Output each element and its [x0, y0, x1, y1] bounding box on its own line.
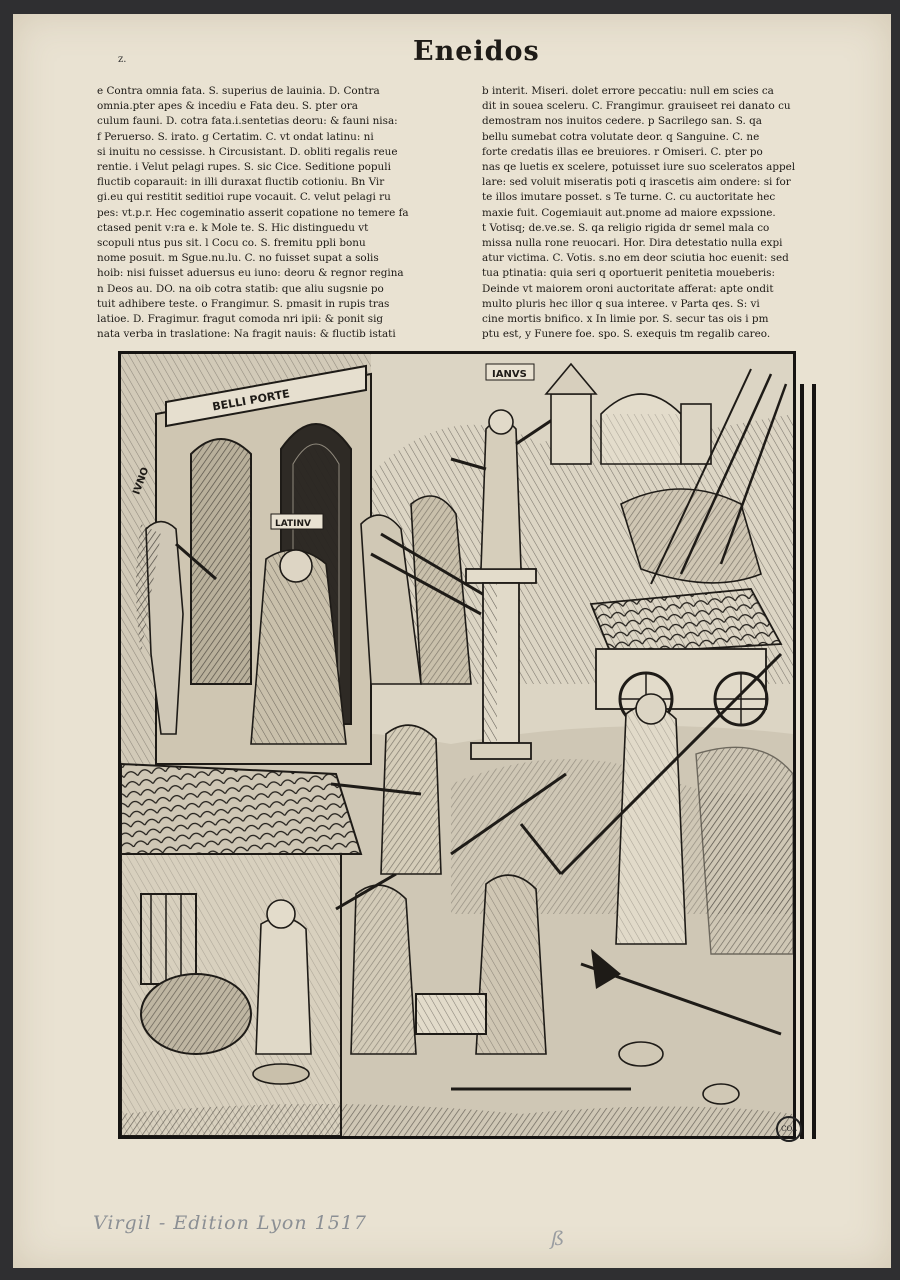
- label-belli-porte: BELLI PORTE: [211, 387, 291, 414]
- collection-stamp: COL: [776, 1116, 802, 1142]
- commentary-left-column: [97, 84, 467, 342]
- commentary-line: tua ptinatia: quia seri q oportuerit penitetia moueberis:: [482, 267, 776, 280]
- label-latinus: LATINV: [275, 519, 311, 529]
- commentary-line: n Deos au. DO. na oib cotra statib: que aliu sugsnie po: [97, 282, 384, 295]
- commentary-line: lare: sed voluit miseratis poti q irascetis aim ondere: si for: [482, 176, 791, 189]
- commentary-line: ctased penit v:ra e. k Mole te. S. Hic distinguedu vt: [97, 221, 369, 234]
- commentary-line: demostram nos inuitos cedere. p Sacrilego san. S. qa: [482, 115, 762, 128]
- commentary-line: te illos imutare posset. s Te turne. C. cu auctoritate hec: [482, 191, 776, 204]
- commentary-line: forte credatis illas ee breuiores. r Omiseri. C. pter po: [482, 145, 763, 158]
- label-janus: IANVS: [492, 369, 527, 380]
- commentary-line: culum fauni. D. cotra fata.i.sentetias deoru: & fauni nisa:: [97, 115, 398, 128]
- cart: [591, 589, 781, 725]
- commentary-line: ptu est, y Funere foe. spo. S. exequis tm regalib careo.: [482, 328, 771, 341]
- label-latinus-banner: [271, 514, 323, 529]
- forge: [121, 764, 361, 1136]
- signature-mark: z.: [118, 54, 127, 65]
- commentary-line: multo pluris hec illor q sua interee. v Parta qes. S: vi: [482, 297, 760, 310]
- commentary-line: atur victima. C. Votis. s.no em deor sciutia hoc euenit: sed: [482, 252, 789, 265]
- commentary-line: fluctib coparauit: in illi duraxat fluctib cotioniu. Bn Vir: [97, 176, 385, 189]
- commentary-line: si inuitu no cessisse. h Circusistant. D. obliti regalis reue: [97, 145, 398, 158]
- commentary-line: pes: vt.p.r. Hec cogeminatio asserit copatione no temere fa: [97, 206, 409, 219]
- commentary-line: hoib: nisi fuisset aduersus eu iuno: deoru & regnor regina: [97, 267, 404, 280]
- commentary-line: tuit adhibere teste. o Frangimur. S. pmasit in rupis tras: [97, 297, 390, 310]
- border-rule-outer: [812, 384, 816, 1139]
- commentary-line: missa nulla rone reuocari. Hor. Dira detestatio nulla expi: [482, 237, 783, 250]
- commentary-line: scopuli ntus pus sit. l Cocu co. S. fremitu ppli bonu: [97, 237, 366, 250]
- commentary-line: nata verba in traslatione: Na fragit nauis: & fluctib istati: [97, 328, 396, 341]
- commentary-line: dit in souea sceleru. C. Frangimur. grauiseet rei danato cu: [482, 100, 791, 113]
- page-sheet: [13, 14, 891, 1268]
- woodcut-illustration: [118, 351, 796, 1139]
- commentary-line: latioe. D. Fragimur. fragut comoda nri ipii: & ponit sig: [97, 313, 384, 326]
- commentary-line: rentie. i Velut pelagi rupes. S. sic Cice. Seditione populi: [97, 161, 391, 174]
- pencil-annotation: Virgil - Edition Lyon 1517: [93, 1212, 367, 1234]
- commentary-line: t Votisq; de.ve.se. S. qa religio rigida dr semel mala co: [482, 221, 770, 234]
- commentary-line: bellu sumebat cotra volutate deor. q Sanguine. C. ne: [482, 130, 760, 143]
- commentary-line: e Contra omnia fata. S. superius de lauinia. D. Contra: [97, 85, 380, 97]
- pencil-mark: ß: [551, 1226, 565, 1250]
- commentary-line: nome posuit. m Sgue.nu.lu. C. no fuisset supat a solis: [97, 252, 379, 265]
- woodcut-svg: [121, 354, 793, 1136]
- commentary-line: omnia.pter apes & incediu e Fata deu. S. pter ora: [97, 100, 358, 113]
- commentary-line: f Peruerso. S. irato. g Certatim. C. vt ondat latinu: ni: [97, 130, 374, 143]
- commentary-line: maxie fuit. Cogemiauit aut.pnome ad maiore expssione.: [482, 206, 776, 219]
- commentary-line: gi.eu qui restitit seditioi rupe vocauit. C. velut pelagi ru: [97, 191, 391, 204]
- label-janus-banner: [486, 364, 534, 380]
- border-rule-inner: [800, 384, 804, 1139]
- commentary-line: Deinde vt maiorem oroni auctoritate afferat: apte ondit: [482, 282, 774, 295]
- commentary-line: nas qe luetis ex scelere, potuisset iure suo sceleratos appel: [482, 161, 796, 174]
- commentary-right-column: [482, 84, 832, 342]
- label-iuno: IVNO: [131, 465, 152, 497]
- commentary-line: b interit. Miseri. dolet errore peccatiu: null em scies ca: [482, 85, 774, 97]
- commentary-line: cine mortis bnifico. x In limie por. S. secur tas ois i pm: [482, 313, 769, 326]
- running-head: Eneidos: [413, 36, 540, 67]
